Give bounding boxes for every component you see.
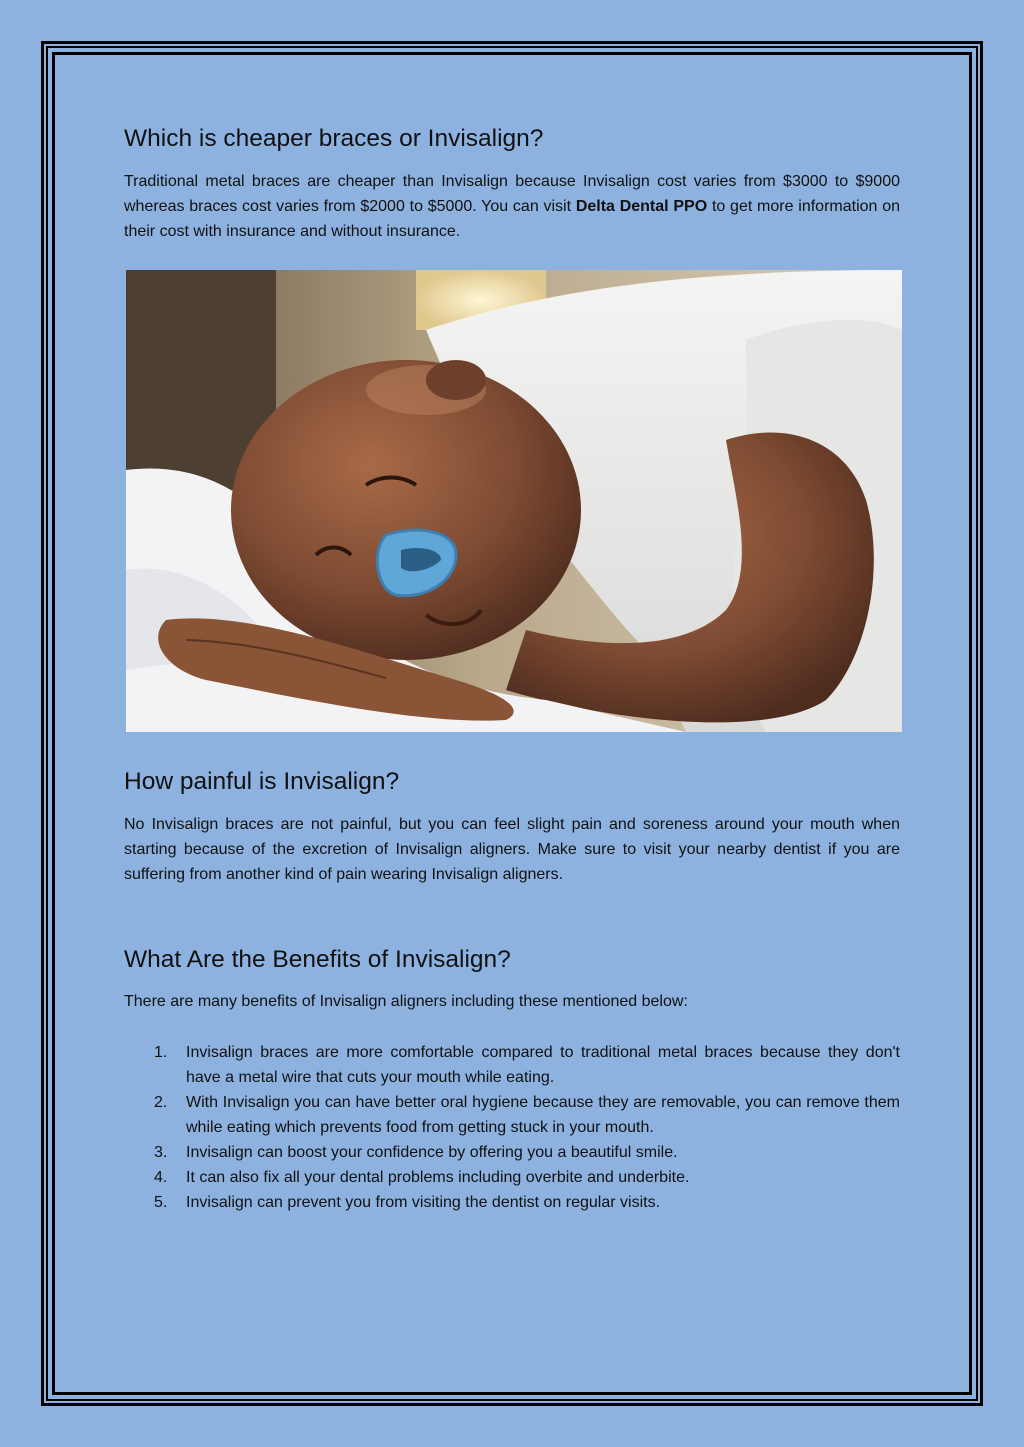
list-item-text: Invisalign can prevent you from visiting the dentist on regular visits.: [186, 1194, 661, 1211]
list-item-text: Invisalign braces are more comfortable compared to traditional metal braces because they don't have a metal wire that cuts your mouth while eating.: [186, 1044, 900, 1086]
list-item-text: With Invisalign you can have better oral hygiene because they are removable, you can remove them while eating which prevents food from getting stuck in your mouth.: [186, 1094, 900, 1136]
list-number: 5.: [154, 1194, 168, 1211]
cost-text-lead: Traditional metal braces are cheaper than Invisalign because Invisalign cost varies from $3000 to $9000 whereas braces cost varies from $2000 to $5000. You can visit: [124, 173, 900, 215]
sleeping-man-photo: [126, 270, 902, 732]
list-number: 1.: [154, 1044, 168, 1061]
list-item: [124, 1040, 900, 1090]
list-number: 4.: [154, 1169, 168, 1186]
section-title-cost: Which is cheaper braces or Invisalign?: [124, 125, 544, 152]
list-item: [124, 1165, 900, 1190]
cost-text-tail: to get more information on their cost with insurance and without insurance.: [124, 198, 900, 240]
list-item: [124, 1090, 900, 1140]
section-paragraph-benefits: There are many benefits of Invisalign aligners including these mentioned below:: [124, 993, 688, 1010]
section-title-benefits: What Are the Benefits of Invisalign?: [124, 946, 511, 973]
section-paragraph-pain: No Invisalign braces are not painful, but you can feel slight pain and soreness around your mouth when starting because of the excretion of Invisalign aligners. Make sure to visit your nearby dentist if you are suffering from another kind of pain wearing Invisalign aligners.: [124, 816, 900, 883]
list-item-text: It can also fix all your dental problems including overbite and underbite.: [186, 1169, 690, 1186]
list-item-text: Invisalign can boost your confidence by offering you a beautiful smile.: [186, 1144, 678, 1161]
section-paragraph-cost: [124, 169, 900, 244]
list-number: 2.: [154, 1094, 168, 1111]
list-item: [124, 1190, 900, 1215]
list-item: [124, 1140, 900, 1165]
list-number: 3.: [154, 1144, 168, 1161]
section-title-pain: How painful is Invisalign?: [124, 768, 400, 795]
delta-dental-ppo-link[interactable]: Delta Dental PPO: [575, 198, 708, 215]
benefits-list: [124, 1040, 900, 1215]
